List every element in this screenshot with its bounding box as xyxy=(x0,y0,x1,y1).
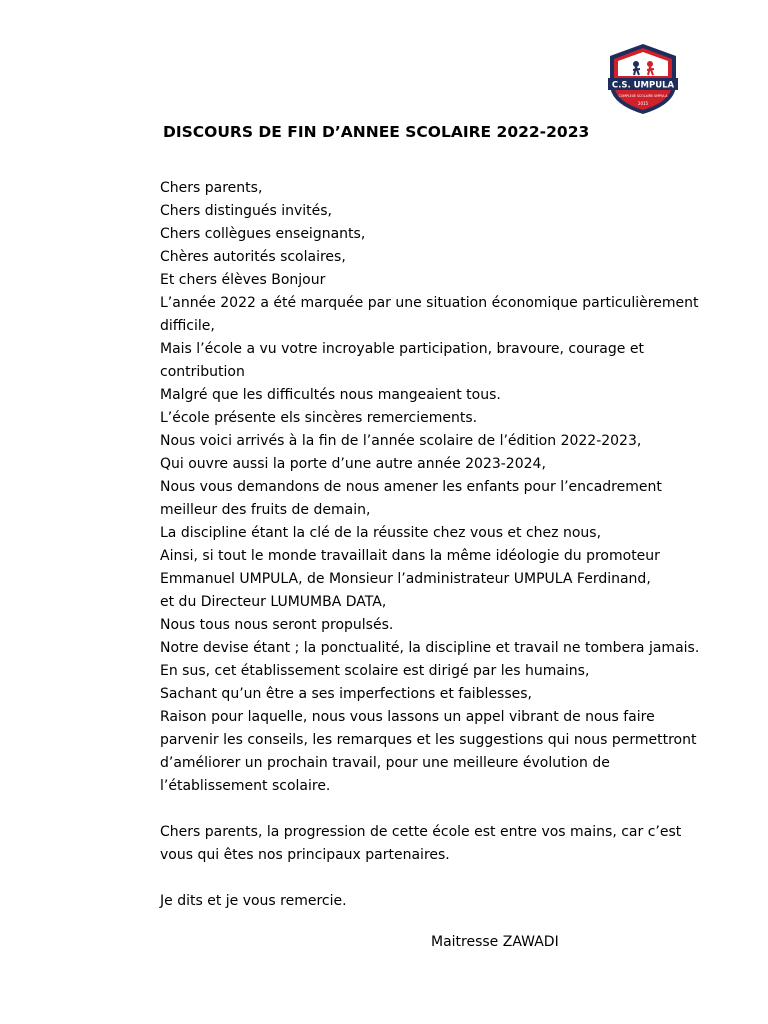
shield-crest-icon xyxy=(606,42,680,116)
text-line: Nous tous nous seront propulsés. xyxy=(160,617,394,633)
text-line: meilleur des fruits de demain, xyxy=(160,502,371,518)
text-line: et du Directeur LUMUMBA DATA, xyxy=(160,594,387,610)
text-line: parvenir les conseils, les remarques et les suggestions qui nous permettront xyxy=(160,732,697,748)
svg-text:C.S. UMPULA: C.S. UMPULA xyxy=(611,80,675,91)
text-line: Nous voici arrivés à la fin de l’année scolaire de l’édition 2022-2023, xyxy=(160,433,642,449)
text-line: difficile, xyxy=(160,318,215,334)
text-line: l’établissement scolaire. xyxy=(160,778,331,794)
paragraph-gap xyxy=(160,867,680,890)
text-line: Chères autorités scolaires, xyxy=(160,249,346,265)
text-line: En sus, cet établissement scolaire est dirigé par les humains, xyxy=(160,663,590,679)
speech-body xyxy=(160,177,700,913)
text-line: L’école présente els sincères remerciements. xyxy=(160,410,478,426)
text-line: La discipline étant la clé de la réussite chez vous et chez nous, xyxy=(160,525,602,541)
text-line: Malgré que les difficultés nous mangeaient tous. xyxy=(160,387,501,403)
text-line: L’année 2022 a été marquée par une situation économique particulièrement xyxy=(160,295,699,311)
text-line: d’améliorer un prochain travail, pour une meilleure évolution de xyxy=(160,755,610,771)
text-line: Chers parents, la progression de cette école est entre vos mains, car c’est xyxy=(160,824,682,840)
text-line: Ainsi, si tout le monde travaillait dans la même idéologie du promoteur xyxy=(160,548,660,564)
school-logo xyxy=(606,42,680,116)
svg-text:COMPLEXE SCOLAIRE UMPULA: COMPLEXE SCOLAIRE UMPULA xyxy=(618,94,668,98)
text-line: Sachant qu’un être a ses imperfections et faiblesses, xyxy=(160,686,532,702)
text-line: Chers collègues enseignants, xyxy=(160,226,366,242)
text-line: contribution xyxy=(160,364,245,380)
text-line: Chers distingués invités, xyxy=(160,203,332,219)
text-line: Nous vous demandons de nous amener les enfants pour l’encadrement xyxy=(160,479,662,495)
text-line: Emmanuel UMPULA, de Monsieur l’administrateur UMPULA Ferdinand, xyxy=(160,571,651,587)
text-line: vous qui êtes nos principaux partenaires. xyxy=(160,847,450,863)
text-line: Je dits et je vous remercie. xyxy=(160,893,347,909)
text-line: Mais l’école a vu votre incroyable participation, bravoure, courage et xyxy=(160,341,644,357)
text-line: Chers parents, xyxy=(160,180,263,196)
svg-text:2015: 2015 xyxy=(637,101,649,106)
text-line: Et chers élèves Bonjour xyxy=(160,272,326,288)
text-line: Raison pour laquelle, nous vous lassons un appel vibrant de nous faire xyxy=(160,709,655,725)
signature: Maitresse ZAWADI xyxy=(431,934,559,950)
text-line: Notre devise étant ; la ponctualité, la discipline et travail ne tombera jamais. xyxy=(160,640,700,656)
paragraph-gap xyxy=(160,798,680,821)
document-title: DISCOURS DE FIN D’ANNEE SCOLAIRE 2022-2023 xyxy=(163,123,590,141)
text-line: Qui ouvre aussi la porte d’une autre année 2023-2024, xyxy=(160,456,546,472)
